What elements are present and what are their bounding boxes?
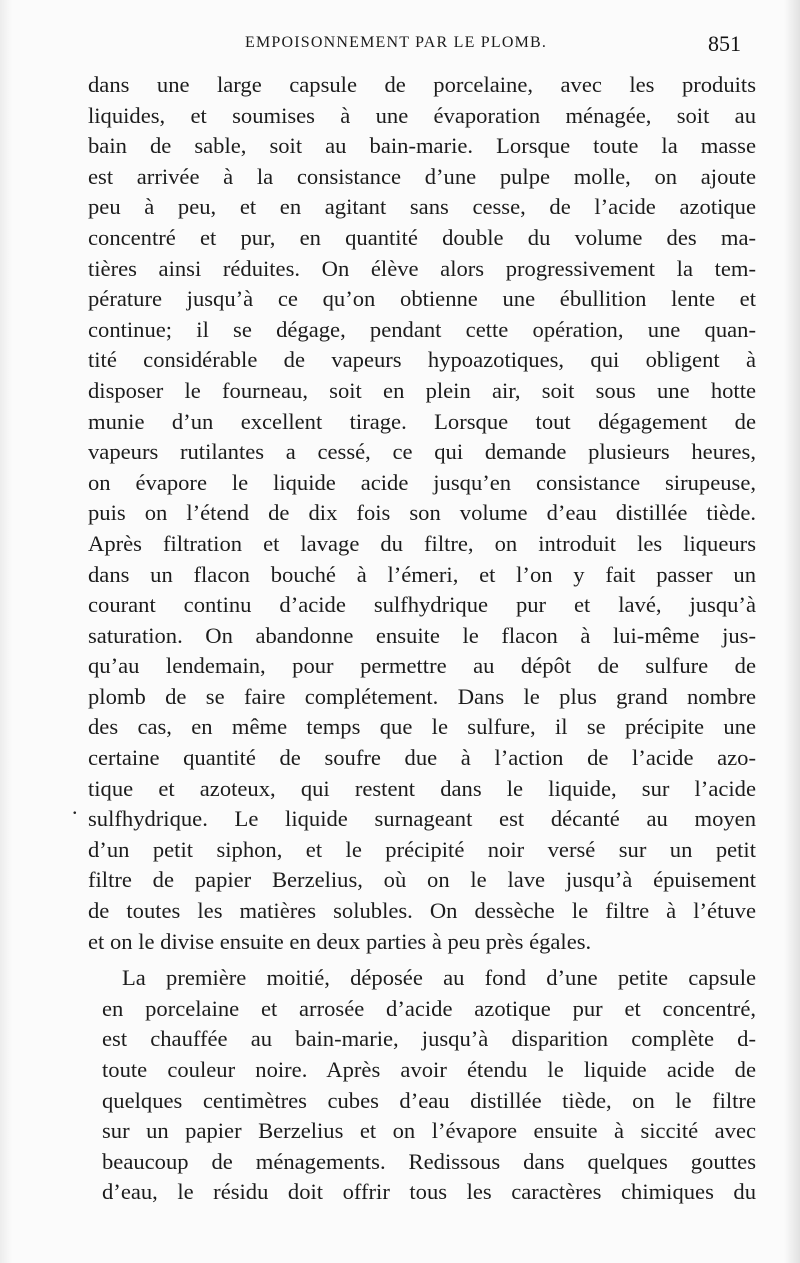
text-line: beaucoup de ménagements. Redissous dans quelques gouttes	[102, 1148, 756, 1174]
text-line: des cas, en même temps que le sulfure, il se précipite une	[88, 714, 756, 740]
text-line: sulfhydrique. Le liquide surnageant est décanté au moyen	[88, 806, 756, 832]
text-line: Après filtration et lavage du filtre, on introduit les liqueurs	[88, 530, 756, 556]
text-line: saturation. On abandonne ensuite le flacon à lui-même jus-	[88, 622, 756, 648]
text-line: tières ainsi réduites. On élève alors progressivement la tem-	[88, 255, 756, 281]
text-line: sur un papier Berzelius et on l’évapore ensuite à siccité avec	[102, 1118, 756, 1144]
text-line: tique et azoteux, qui restent dans le liquide, sur l’acide	[88, 775, 756, 801]
text-line: courant continu d’acide sulfhydrique pur et lavé, jusqu’à	[88, 592, 756, 618]
text-line: continue; il se dégage, pendant cette opération, une quan-	[88, 316, 756, 342]
text-line: vapeurs rutilantes a cessé, ce qui demande plusieurs heures,	[88, 439, 756, 465]
text-line: pérature jusqu’à ce qu’on obtienne une ébullition lente et	[88, 286, 756, 312]
text-line: disposer le fourneau, soit en plein air, soit sous une hotte	[88, 377, 756, 403]
text-line: munie d’un excellent tirage. Lorsque tout dégagement de	[88, 408, 756, 434]
paragraph-1	[88, 70, 756, 957]
text-line: peu à peu, et en agitant sans cesse, de l’acide azotique	[88, 194, 756, 220]
right-edge-shadow	[784, 0, 800, 1263]
text-line: plomb de se faire complétement. Dans le plus grand nombre	[88, 683, 756, 709]
text-line: d’un petit siphon, et le précipité noir versé sur un petit	[88, 836, 756, 862]
text-line: bain de sable, soit au bain-marie. Lorsque toute la masse	[88, 133, 756, 159]
page-header	[0, 31, 800, 58]
text-line: en porcelaine et arrosée d’acide azotique pur et concentré,	[102, 995, 756, 1021]
left-edge-shadow	[0, 0, 12, 1263]
text-line: de toutes les matières solubles. On dessèche le filtre à l’étuve	[88, 898, 756, 924]
text-line: on évapore le liquide acide jusqu’en consistance sirupeuse,	[88, 469, 756, 495]
text-line: liquides, et soumises à une évaporation ménagée, soit au	[88, 102, 756, 128]
text-line: La première moitié, déposée au fond d’une petite capsule	[122, 965, 756, 991]
text-line: dans un flacon bouché à l’émeri, et l’on y fait passer un	[88, 561, 756, 587]
text-line: certaine quantité de soufre due à l’action de l’acide azo-	[88, 745, 756, 771]
text-line: tité considérable de vapeurs hypoazotiques, qui obligent à	[88, 347, 756, 373]
text-line: est chauffée au bain-marie, jusqu’à disparition complète d-	[102, 1026, 756, 1052]
text-line: quelques centimètres cubes d’eau distillée tiède, on le filtre	[102, 1087, 756, 1113]
text-line: est arrivée à la consistance d’une pulpe molle, on ajoute	[88, 163, 756, 189]
text-line: concentré et pur, en quantité double du volume des ma-	[88, 224, 756, 250]
paragraph-2	[88, 963, 756, 1208]
text-line: toute couleur noire. Après avoir étendu le liquide acide de	[102, 1057, 756, 1082]
text-line: filtre de papier Berzelius, où on le lave jusqu’à épuisement	[88, 867, 756, 893]
text-line: d’eau, le résidu doit offrir tous les caractères chimiques du	[102, 1179, 756, 1205]
running-head: EMPOISONNEMENT PAR LE PLOMB.	[245, 34, 548, 51]
text-line: et on le divise ensuite en deux parties à peu près égales.	[88, 928, 592, 954]
text-line: dans une large capsule de porcelaine, avec les produits	[88, 72, 756, 97]
body-text	[88, 70, 756, 1208]
page-number: 851	[708, 31, 741, 56]
margin-mark: .	[72, 794, 78, 819]
text-line: qu’au lendemain, pour permettre au dépôt de sulfure de	[88, 653, 756, 679]
text-line: puis on l’étend de dix fois son volume d’eau distillée tiède.	[88, 500, 756, 526]
